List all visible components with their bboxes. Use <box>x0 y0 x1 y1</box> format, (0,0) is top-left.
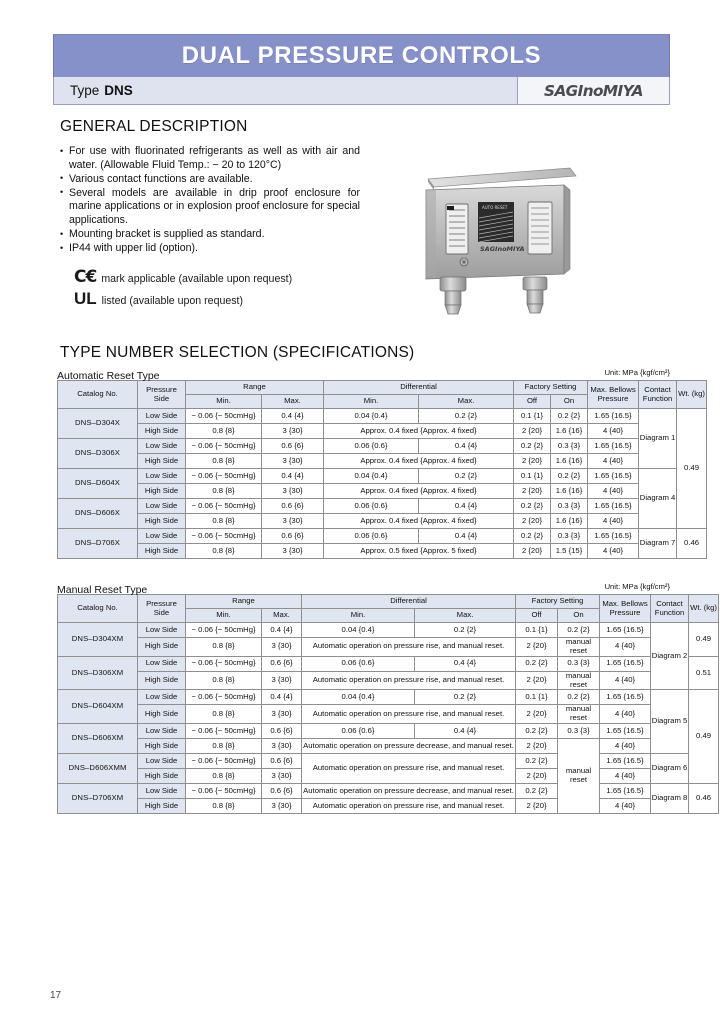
cell-range-max: 3 {30} <box>262 638 302 657</box>
cell-diff-min: 0.06 {0.6} <box>324 499 419 514</box>
cell-range-max: 0.4 {4} <box>262 623 302 638</box>
cell-bellows: 4 {40} <box>588 544 639 559</box>
cell-off: 0.2 {2} <box>516 784 558 799</box>
cell-catalog: DNS–D304XM <box>58 623 138 657</box>
cell-diff-fixed: Approx. 0.4 fixed {Approx. 4 fixed} <box>324 424 514 439</box>
table-row <box>58 799 719 814</box>
cell-diff-min: 0.04 {0.4} <box>324 409 419 424</box>
col-factory-setting: Factory Setting <box>516 595 600 609</box>
cell-diff-max: 0.4 {4} <box>419 439 514 454</box>
type-label <box>54 77 517 104</box>
cell-catalog: DNS–D604X <box>58 469 138 499</box>
cell-diff-max: 0.4 {4} <box>415 724 516 739</box>
cell-off: 0.1 {1} <box>516 623 558 638</box>
cell-range-min: − 0.06 {− 50cmHg} <box>186 784 262 799</box>
cell-off: 2 {20} <box>516 638 558 657</box>
col-max-bellows: Max. Bellows Pressure <box>588 381 639 409</box>
cell-diff-min: 0.04 {0.4} <box>302 623 415 638</box>
table-row <box>58 690 719 705</box>
cell-range-max: 3 {30} <box>262 671 302 690</box>
col-off: Off <box>516 609 558 623</box>
page-title: DUAL PRESSURE CONTROLS <box>181 42 542 69</box>
table-row <box>58 514 707 529</box>
cell-side: High Side <box>138 671 186 690</box>
cell-range-max: 0.6 {6} <box>262 529 324 544</box>
cell-bellows: 4 {40} <box>600 769 651 784</box>
cell-diff-note: Automatic operation on pressure rise, and manual reset. <box>302 671 516 690</box>
col-pressure-side: Pressure Side <box>138 595 186 623</box>
table-row <box>58 724 719 739</box>
ce-mark-text: mark applicable (available upon request) <box>101 272 293 285</box>
col-max-bellows: Max. Bellows Pressure <box>600 595 651 623</box>
automatic-reset-table <box>57 380 707 559</box>
type-selection-heading: TYPE NUMBER SELECTION (SPECIFICATIONS) <box>60 344 415 361</box>
list-item: • Various contact functions are available. <box>60 173 360 187</box>
cell-on: 0.2 {2} <box>551 469 588 484</box>
cell-side: High Side <box>138 454 186 469</box>
table-row <box>58 784 719 799</box>
certification-marks <box>60 266 360 308</box>
ul-mark-icon: UL <box>74 288 97 308</box>
cell-side: High Side <box>138 638 186 657</box>
cell-catalog: DNS–D606XM <box>58 724 138 754</box>
cell-side: High Side <box>138 484 186 499</box>
cell-off: 2 {20} <box>516 739 558 754</box>
cell-diff-max: 0.2 {2} <box>419 409 514 424</box>
cell-side: Low Side <box>138 499 186 514</box>
cell-diff-max: 0.4 {4} <box>419 499 514 514</box>
table-row <box>58 439 707 454</box>
cell-on-merged: manual reset <box>558 739 600 814</box>
cell-off: 0.2 {2} <box>516 754 558 769</box>
cell-contact-function: Diagram 2 <box>651 623 689 690</box>
table-row <box>58 454 707 469</box>
cell-range-min: 0.8 {8} <box>186 769 262 784</box>
product-photo <box>404 154 664 326</box>
col-range: Range <box>186 381 324 395</box>
cell-side: Low Side <box>138 656 186 671</box>
automatic-reset-caption: Automatic Reset Type <box>57 370 160 382</box>
table-row <box>58 671 719 690</box>
cell-bellows: 1.65 {16.5} <box>588 469 639 484</box>
cell-contact-function: Diagram 6 <box>651 754 689 784</box>
cell-catalog: DNS–D306X <box>58 439 138 469</box>
cell-off: 0.2 {2} <box>516 724 558 739</box>
page-header <box>53 34 670 105</box>
cell-on: manual reset <box>558 671 600 690</box>
cell-contact-function: Diagram 5 <box>651 690 689 754</box>
table-row <box>58 484 707 499</box>
cell-bellows: 1.65 {16.5} <box>600 690 651 705</box>
cell-bellows: 1.65 {16.5} <box>600 656 651 671</box>
cell-catalog: DNS–D304X <box>58 409 138 439</box>
cell-bellows: 1.65 {16.5} <box>588 529 639 544</box>
cell-off: 2 {20} <box>514 544 551 559</box>
cell-bellows: 4 {40} <box>600 705 651 724</box>
cell-off: 2 {20} <box>516 799 558 814</box>
col-pressure-side: Pressure Side <box>138 381 186 409</box>
cell-on: 0.3 {3} <box>551 499 588 514</box>
table-row <box>58 656 719 671</box>
general-description-list <box>60 145 360 256</box>
cell-diff-min: 0.06 {0.6} <box>324 439 419 454</box>
cell-range-min: − 0.06 {− 50cmHg} <box>186 754 262 769</box>
ul-mark-text: listed (available upon request) <box>101 294 244 307</box>
cell-diff-note: Automatic operation on pressure rise, and manual reset. <box>302 705 516 724</box>
cell-off: 0.2 {2} <box>514 439 551 454</box>
cell-diff-note: Automatic operation on pressure rise, and manual reset. <box>302 799 516 814</box>
brand-logo <box>517 77 669 104</box>
controller-body <box>426 185 570 279</box>
cell-range-max: 0.6 {6} <box>262 754 302 769</box>
cell-range-max: 3 {30} <box>262 769 302 784</box>
cell-catalog: DNS–D604XM <box>58 690 138 724</box>
cell-bellows: 4 {40} <box>600 671 651 690</box>
cell-off: 2 {20} <box>516 769 558 784</box>
col-range: Range <box>186 595 302 609</box>
cell-bellows: 1.65 {16.5} <box>600 623 651 638</box>
list-item: • Mounting bracket is supplied as standard. <box>60 228 360 242</box>
cell-catalog: DNS–D306XM <box>58 656 138 690</box>
cell-diff-min: 0.06 {0.6} <box>302 724 415 739</box>
type-name: DNS <box>104 83 133 98</box>
cell-range-min: 0.8 {8} <box>186 454 262 469</box>
cell-bellows: 4 {40} <box>600 638 651 657</box>
cell-off: 0.2 {2} <box>514 499 551 514</box>
cell-off: 2 {20} <box>516 705 558 724</box>
svg-text:AUTO RESET: AUTO RESET <box>482 205 508 210</box>
cell-range-min: 0.8 {8} <box>186 638 262 657</box>
col-factory-setting: Factory Setting <box>514 381 588 395</box>
cell-range-max: 3 {30} <box>262 514 324 529</box>
ce-mark-row <box>74 266 360 287</box>
cell-range-min: 0.8 {8} <box>186 671 262 690</box>
table-row <box>58 638 719 657</box>
cell-side: Low Side <box>138 409 186 424</box>
cell-range-max: 0.4 {4} <box>262 690 302 705</box>
table-row <box>58 469 707 484</box>
cell-catalog: DNS–D606XMM <box>58 754 138 784</box>
cell-on: 0.3 {3} <box>551 529 588 544</box>
cell-contact-function: Diagram 7 <box>639 529 677 559</box>
cell-on: 1.6 {16} <box>551 484 588 499</box>
col-range-max: Max. <box>262 609 302 623</box>
cell-range-max: 3 {30} <box>262 424 324 439</box>
table-row <box>58 705 719 724</box>
list-item: • IP44 with upper lid (option). <box>60 242 360 256</box>
cell-weight: 0.46 <box>677 529 707 559</box>
cell-bellows: 1.65 {16.5} <box>588 439 639 454</box>
cell-on: 0.3 {3} <box>558 656 600 671</box>
cell-range-min: 0.8 {8} <box>186 705 262 724</box>
cell-range-min: − 0.06 {− 50cmHg} <box>186 656 262 671</box>
cell-side: Low Side <box>138 439 186 454</box>
cell-range-max: 0.6 {6} <box>262 724 302 739</box>
cell-bellows: 1.65 {16.5} <box>588 409 639 424</box>
cell-side: Low Side <box>138 754 186 769</box>
cell-bellows: 1.65 {16.5} <box>588 499 639 514</box>
manual-reset-table <box>57 594 719 814</box>
cell-off: 2 {20} <box>514 454 551 469</box>
col-catalog: Catalog No. <box>58 381 138 409</box>
col-range-max: Max. <box>262 395 324 409</box>
cell-range-min: 0.8 {8} <box>186 424 262 439</box>
cell-bellows: 4 {40} <box>588 454 639 469</box>
cell-weight: 0.49 <box>677 409 707 529</box>
cell-diff-note: Automatic operation on pressure rise, and manual reset. <box>302 638 516 657</box>
cell-bellows: 1.65 {16.5} <box>600 784 651 799</box>
col-diff-min: Min. <box>324 395 419 409</box>
col-weight: Wt. (kg) <box>689 595 719 623</box>
cell-off: 0.1 {1} <box>516 690 558 705</box>
table-row <box>58 409 707 424</box>
cell-diff-min: 0.06 {0.6} <box>324 529 419 544</box>
cell-range-max: 3 {30} <box>262 739 302 754</box>
unit-note: Unit: MPa {kgf/cm²} <box>604 368 670 377</box>
cell-on: manual reset <box>558 638 600 657</box>
cell-bellows: 4 {40} <box>600 739 651 754</box>
cell-side: High Side <box>138 544 186 559</box>
cell-off: 0.2 {2} <box>514 529 551 544</box>
table-row <box>58 544 707 559</box>
cell-on: 0.2 {2} <box>558 623 600 638</box>
cell-contact-function: Diagram 8 <box>651 784 689 814</box>
cell-catalog: DNS–D706XM <box>58 784 138 814</box>
table-row <box>58 739 719 754</box>
cell-range-min: 0.8 {8} <box>186 514 262 529</box>
cell-range-min: − 0.06 {− 50cmHg} <box>186 469 262 484</box>
cell-diff-fixed: Approx. 0.4 fixed {Approx. 4 fixed} <box>324 454 514 469</box>
cell-bellows: 4 {40} <box>600 799 651 814</box>
table-row <box>58 499 707 514</box>
cell-contact-function: Diagram 1 <box>639 409 677 469</box>
cell-diff-note: Automatic operation on pressure rise, and manual reset. <box>302 754 516 784</box>
title-banner <box>53 34 670 77</box>
cell-diff-note: Automatic operation on pressure decrease, and manual reset. <box>302 739 516 754</box>
type-bar <box>53 77 670 105</box>
cell-range-min: 0.8 {8} <box>186 484 262 499</box>
col-on: On <box>551 395 588 409</box>
cell-range-max: 0.6 {6} <box>262 499 324 514</box>
svg-text:SAGInoMIYA: SAGInoMIYA <box>480 245 525 253</box>
cell-range-max: 0.6 {6} <box>262 656 302 671</box>
cell-on: 0.2 {2} <box>558 690 600 705</box>
cell-on: 1.6 {16} <box>551 514 588 529</box>
cell-diff-max: 0.4 {4} <box>415 656 516 671</box>
cell-range-max: 3 {30} <box>262 705 302 724</box>
cell-bellows: 1.65 {16.5} <box>600 724 651 739</box>
col-contact-function: Contact Function <box>639 381 677 409</box>
col-diff-max: Max. <box>415 609 516 623</box>
cell-range-max: 3 {30} <box>262 484 324 499</box>
cell-on: 1.6 {16} <box>551 454 588 469</box>
cell-weight: 0.46 <box>689 784 719 814</box>
cell-weight: 0.49 <box>689 690 719 784</box>
cell-side: Low Side <box>138 469 186 484</box>
col-off: Off <box>514 395 551 409</box>
cell-range-min: 0.8 {8} <box>186 739 262 754</box>
cell-side: High Side <box>138 705 186 724</box>
cell-bellows: 4 {40} <box>588 484 639 499</box>
cell-range-min: − 0.06 {− 50cmHg} <box>186 724 262 739</box>
table-header-row <box>58 595 719 609</box>
cell-side: Low Side <box>138 690 186 705</box>
cell-on: 0.3 {3} <box>551 439 588 454</box>
cell-side: High Side <box>138 739 186 754</box>
table-row <box>58 424 707 439</box>
cell-range-max: 0.6 {6} <box>262 784 302 799</box>
cell-diff-max: 0.2 {2} <box>415 623 516 638</box>
cell-range-min: − 0.06 {− 50cmHg} <box>186 623 262 638</box>
cell-range-min: − 0.06 {− 50cmHg} <box>186 499 262 514</box>
cell-weight: 0.51 <box>689 656 719 690</box>
col-on: On <box>558 609 600 623</box>
cell-side: High Side <box>138 514 186 529</box>
table-row <box>58 529 707 544</box>
cell-catalog: DNS–D706X <box>58 529 138 559</box>
cell-range-min: 0.8 {8} <box>186 544 262 559</box>
cell-bellows: 4 {40} <box>588 514 639 529</box>
page-number: 17 <box>50 990 62 1001</box>
cell-on: 1.6 {16} <box>551 424 588 439</box>
table-row <box>58 754 719 769</box>
cell-diff-min: 0.04 {0.4} <box>302 690 415 705</box>
cell-range-min: − 0.06 {− 50cmHg} <box>186 439 262 454</box>
cell-off: 0.1 {1} <box>514 409 551 424</box>
cell-side: Low Side <box>138 623 186 638</box>
table-header-row <box>58 381 707 395</box>
general-description-heading: GENERAL DESCRIPTION <box>60 118 248 135</box>
cell-off: 2 {20} <box>514 514 551 529</box>
list-item: • Several models are available in drip proof enclosure for marine applications or in explosion proof enclosure for special applications. <box>60 187 360 228</box>
col-catalog: Catalog No. <box>58 595 138 623</box>
col-range-min: Min. <box>186 609 262 623</box>
cell-side: High Side <box>138 424 186 439</box>
col-diff-min: Min. <box>302 609 415 623</box>
cell-contact-function: Diagram 4 <box>639 469 677 529</box>
list-item: • For use with fluorinated refrigerants as well as with air and water. (Allowable Fluid Temp.: − 20 to 120°C) <box>60 145 360 172</box>
cell-on: 1.5 {15} <box>551 544 588 559</box>
col-differential: Differential <box>324 381 514 395</box>
col-range-min: Min. <box>186 395 262 409</box>
cell-off: 2 {20} <box>516 671 558 690</box>
cell-side: Low Side <box>138 784 186 799</box>
manual-reset-caption: Manual Reset Type <box>57 584 148 596</box>
cell-diff-min: 0.06 {0.6} <box>302 656 415 671</box>
cell-range-min: − 0.06 {− 50cmHg} <box>186 409 262 424</box>
cell-off: 0.1 {1} <box>514 469 551 484</box>
cell-bellows: 4 {40} <box>588 424 639 439</box>
cell-range-max: 0.4 {4} <box>262 469 324 484</box>
ce-mark-icon: C€ <box>74 266 97 287</box>
manual-reset-table-block <box>57 580 717 814</box>
cell-diff-fixed: Approx. 0.5 fixed {Approx. 5 fixed} <box>324 544 514 559</box>
cell-diff-min: 0.04 {0.4} <box>324 469 419 484</box>
cell-off: 2 {20} <box>514 424 551 439</box>
cell-on: manual reset <box>558 705 600 724</box>
cell-range-min: − 0.06 {− 50cmHg} <box>186 690 262 705</box>
cell-range-max: 0.4 {4} <box>262 409 324 424</box>
type-prefix: Type <box>70 83 100 98</box>
cell-on: 0.3 {3} <box>558 724 600 739</box>
cell-range-min: 0.8 {8} <box>186 799 262 814</box>
automatic-reset-table-block <box>57 366 705 559</box>
ul-mark-row <box>74 290 360 307</box>
table-row <box>58 623 719 638</box>
cell-diff-fixed: Approx. 0.4 fixed {Approx. 4 fixed} <box>324 484 514 499</box>
cell-bellows: 1.65 {16.5} <box>600 754 651 769</box>
general-description-section <box>60 118 360 311</box>
cell-on: 0.2 {2} <box>551 409 588 424</box>
cell-range-max: 3 {30} <box>262 799 302 814</box>
cell-diff-max: 0.2 {2} <box>415 690 516 705</box>
cell-diff-max: 0.4 {4} <box>419 529 514 544</box>
col-weight: Wt. (kg) <box>677 381 707 409</box>
cell-diff-note: Automatic operation on pressure decrease, and manual reset. <box>302 784 516 799</box>
cell-catalog: DNS–D606X <box>58 499 138 529</box>
cell-off: 0.2 {2} <box>516 656 558 671</box>
pressure-connections <box>440 277 547 314</box>
cell-side: High Side <box>138 769 186 784</box>
cell-side: Low Side <box>138 529 186 544</box>
cell-range-min: − 0.06 {− 50cmHg} <box>186 529 262 544</box>
col-contact-function: Contact Function <box>651 595 689 623</box>
cell-off: 2 {20} <box>514 484 551 499</box>
cell-weight: 0.49 <box>689 623 719 657</box>
cell-range-max: 0.6 {6} <box>262 439 324 454</box>
cell-diff-fixed: Approx. 0.4 fixed {Approx. 4 fixed} <box>324 514 514 529</box>
col-differential: Differential <box>302 595 516 609</box>
cell-side: Low Side <box>138 724 186 739</box>
brand-logo-text: SAGInoMIYA <box>544 81 643 100</box>
cell-range-max: 3 {30} <box>262 544 324 559</box>
unit-note: Unit: MPa {kgf/cm²} <box>604 582 670 591</box>
cell-side: High Side <box>138 799 186 814</box>
cell-range-max: 3 {30} <box>262 454 324 469</box>
cell-diff-max: 0.2 {2} <box>419 469 514 484</box>
col-diff-max: Max. <box>419 395 514 409</box>
